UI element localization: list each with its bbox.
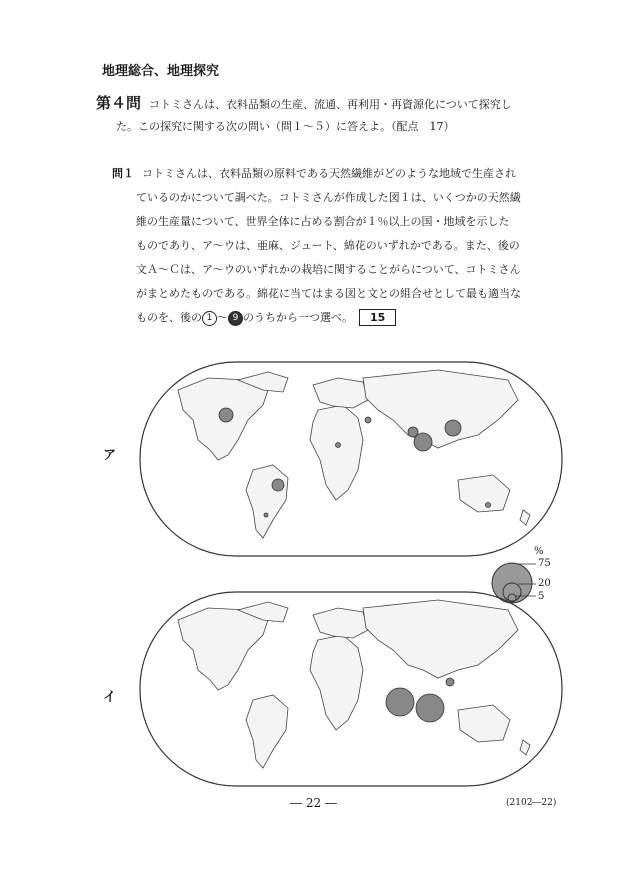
production-circle bbox=[416, 694, 444, 722]
production-circle bbox=[446, 678, 454, 686]
asia-shape bbox=[363, 600, 518, 678]
production-circle bbox=[445, 420, 461, 436]
new-zealand-shape bbox=[520, 740, 530, 755]
production-circle bbox=[272, 479, 284, 491]
europe-shape bbox=[313, 378, 368, 408]
question-number: 第４問 bbox=[96, 94, 142, 112]
page-number: ― 22 ― bbox=[290, 796, 337, 810]
north-america-shape bbox=[178, 608, 268, 690]
choice-range-separator: ～ bbox=[217, 311, 228, 324]
subquestion-line6: がまとめたものである。綿花に当てはまる図と文との組合せとして最も適当な bbox=[136, 287, 521, 300]
subquestion-label: 問１ bbox=[112, 167, 134, 180]
australia-shape bbox=[458, 475, 510, 512]
subject-title: 地理総合、地理探究 bbox=[102, 64, 220, 79]
legend-unit: % bbox=[534, 546, 544, 557]
answer-box[interactable]: 15 bbox=[359, 309, 396, 326]
subquestion-line4: ものであり、ア～ウは、亜麻、ジュート、綿花のいずれかである。また、後の bbox=[136, 239, 520, 252]
new-zealand-shape bbox=[520, 510, 530, 525]
world-map-a bbox=[138, 360, 564, 560]
south-america-shape bbox=[246, 695, 288, 768]
question-intro-line2: た。この探究に関する次の問い（問１～５）に答えよ。（配点 17） bbox=[116, 120, 455, 133]
choice-start-marker: 1 bbox=[202, 311, 217, 326]
subquestion-line5: 文Ａ～Ｃは、ア～ウのいずれかの栽培に関することがらについて、コトミさん bbox=[136, 263, 521, 276]
production-circle bbox=[219, 408, 233, 422]
question-header bbox=[96, 92, 561, 138]
production-circle bbox=[336, 443, 341, 448]
map-label-a: ア bbox=[103, 448, 117, 463]
production-circle bbox=[365, 417, 371, 423]
choice-end-marker: 9 bbox=[228, 311, 243, 326]
australia-shape bbox=[458, 705, 510, 742]
legend-value-large: 75 bbox=[538, 558, 551, 569]
map-label-i: イ bbox=[103, 690, 117, 705]
question-intro-line1: コトミさんは、衣料品類の生産、流通、再利用・再資源化について探究し bbox=[149, 98, 512, 111]
production-circle bbox=[264, 513, 268, 517]
production-circle bbox=[386, 688, 414, 716]
world-map-i bbox=[138, 590, 564, 790]
asia-shape bbox=[363, 370, 518, 448]
subquestion-line1: コトミさんは、衣料品類の原料である天然繊維がどのような地域で生産され bbox=[142, 167, 516, 180]
europe-shape bbox=[313, 608, 368, 638]
line7-suffix: のうちから一つ選べ。 bbox=[243, 311, 353, 324]
subquestion-line7 bbox=[112, 306, 564, 330]
africa-shape bbox=[310, 405, 363, 500]
subquestion-line3: 維の生産量について、世界全体に占める割合が１％以上の国・地域を示した bbox=[136, 215, 510, 228]
africa-shape bbox=[310, 635, 363, 730]
south-america-shape bbox=[246, 465, 288, 538]
production-circle bbox=[414, 433, 432, 451]
production-circle bbox=[486, 503, 491, 508]
subquestion-line2: ているのかについて調べた。コトミさんが作成した図１は、いくつかの天然繊 bbox=[136, 191, 521, 204]
legend-value-medium: 20 bbox=[538, 578, 551, 589]
page-code: (2102―22) bbox=[506, 798, 557, 808]
line7-prefix: ものを、後の bbox=[136, 311, 202, 324]
subquestion-1 bbox=[112, 162, 564, 330]
legend-value-small: 5 bbox=[538, 591, 545, 602]
